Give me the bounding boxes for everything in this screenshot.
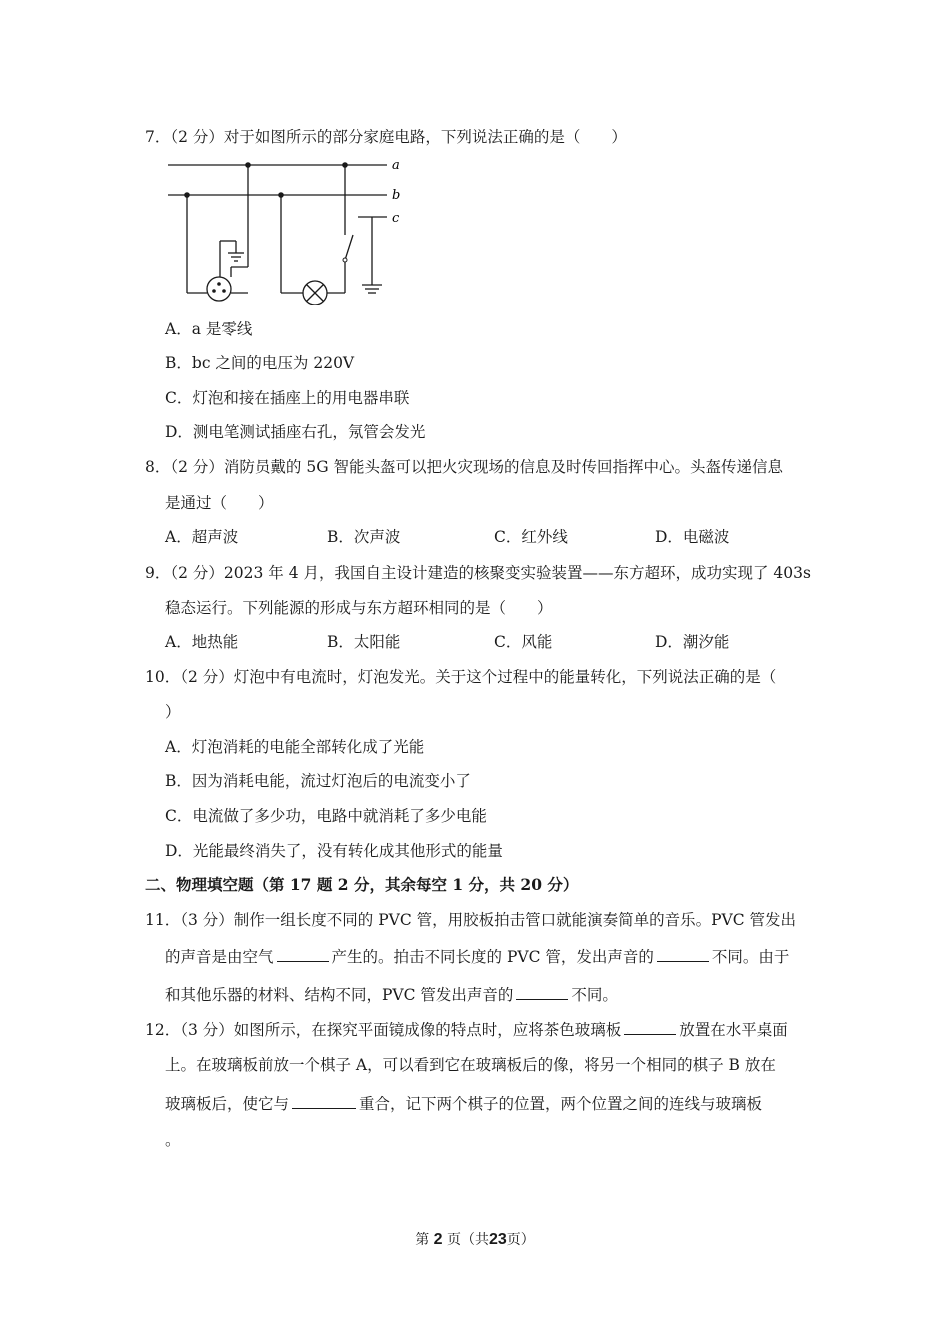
footer-suffix: 页） (506, 1232, 535, 1248)
q9-option-b: B．太阳能 (327, 633, 401, 651)
q12-stem-line4: 。 (165, 1131, 181, 1149)
q7-stem: 7．（2 分）对于如图所示的部分家庭电路，下列说法正确的是（ ） (145, 128, 627, 146)
q12-text-3b: 重合，记下两个棋子的位置，两个位置之间的连线与玻璃板 (359, 1095, 763, 1113)
footer-page-number: 2 (433, 1231, 443, 1248)
footer-total-pages: 23 (489, 1231, 507, 1248)
q10-option-b: B．因为消耗电能，流过灯泡后的电流变小了 (165, 772, 471, 790)
page-footer (0, 1230, 950, 1250)
q8-option-c: C．红外线 (494, 528, 568, 546)
q10-stem-line2: ） (165, 703, 181, 721)
q10-option-c: C．电流做了多少功，电路中就消耗了多少电能 (165, 807, 487, 825)
socket-icon (207, 277, 231, 301)
q11-blank-3[interactable] (516, 983, 568, 1000)
footer-mid: 页（共 (447, 1232, 489, 1248)
label-b: b (392, 188, 401, 203)
q11-blank-1[interactable] (277, 945, 329, 962)
q11-stem-line2 (165, 945, 789, 968)
q9-stem-line1: 9．（2 分）2023 年 4 月，我国自主设计建造的核聚变实验装置——东方超环，成功实现了 403s (145, 564, 811, 582)
q8-option-d: D．电磁波 (655, 528, 730, 546)
q12-stem-line2: 上。在玻璃板前放一个棋子 A，可以看到它在玻璃板后的像，将另一个相同的棋子 B 放在 (165, 1056, 776, 1074)
q7-option-d: D．测电笔测试插座右孔，氖管会发光 (165, 423, 426, 441)
q10-option-d: D．光能最终消失了，没有转化成其他形式的能量 (165, 842, 503, 860)
q11-text-2b: 产生的。拍击不同长度的 PVC 管，发出声音的 (331, 948, 654, 966)
label-a: a (392, 158, 400, 173)
q12-text-1a: 12．（3 分）如图所示，在探究平面镜成像的特点时，应将茶色玻璃板 (145, 1021, 622, 1039)
circuit-diagram (165, 155, 410, 305)
q11-stem-line3 (165, 983, 618, 1006)
q11-blank-2[interactable] (657, 945, 709, 962)
q12-stem-line1 (145, 1018, 788, 1041)
q12-blank-1[interactable] (624, 1018, 676, 1035)
q8-stem-line2: 是通过（ ） (165, 494, 274, 512)
q11-text-3a: 和其他乐器的材料、结构不同，PVC 管发出声音的 (165, 986, 514, 1004)
q9-option-c: C．风能 (494, 633, 553, 651)
q8-option-a: A．超声波 (165, 528, 239, 546)
q9-option-d: D．潮汐能 (655, 633, 730, 651)
q12-text-1b: 放置在水平桌面 (679, 1021, 788, 1039)
label-c: c (392, 211, 400, 226)
q11-text-3b: 不同。 (571, 986, 618, 1004)
section-2-title: 二、物理填空题（第 17 题 2 分，其余每空 1 分，共 20 分） (145, 875, 579, 894)
q11-stem-line1: 11．（3 分）制作一组长度不同的 PVC 管，用胶板拍击管口就能演奏简单的音乐。PVC 管发出 (145, 911, 797, 929)
q7-option-c: C．灯泡和接在插座上的用电器串联 (165, 389, 410, 407)
q12-text-3a: 玻璃板后，使它与 (165, 1095, 290, 1113)
q11-text-2a: 的声音是由空气 (165, 948, 274, 966)
q7-option-b: B．bc 之间的电压为 220V (165, 354, 355, 372)
q9-option-a: A．地热能 (165, 633, 239, 651)
lamp-icon (303, 281, 327, 305)
q12-blank-2[interactable] (292, 1092, 356, 1109)
q8-option-b: B．次声波 (327, 528, 401, 546)
q11-text-2c: 不同。由于 (711, 948, 790, 966)
q7-option-a: A．a 是零线 (165, 320, 253, 338)
q8-stem-line1: 8．（2 分）消防员戴的 5G 智能头盔可以把火灾现场的信息及时传回指挥中心。头盔传递信息 (145, 458, 784, 476)
q10-stem-line1: 10．（2 分）灯泡中有电流时，灯泡发光。关于这个过程中的能量转化，下列说法正确的是（ (145, 668, 777, 686)
footer-prefix: 第 (415, 1232, 430, 1248)
q12-stem-line3 (165, 1092, 762, 1115)
q9-stem-line2: 稳态运行。下列能源的形成与东方超环相同的是（ ） (165, 599, 553, 617)
q10-option-a: A．灯泡消耗的电能全部转化成了光能 (165, 738, 425, 756)
